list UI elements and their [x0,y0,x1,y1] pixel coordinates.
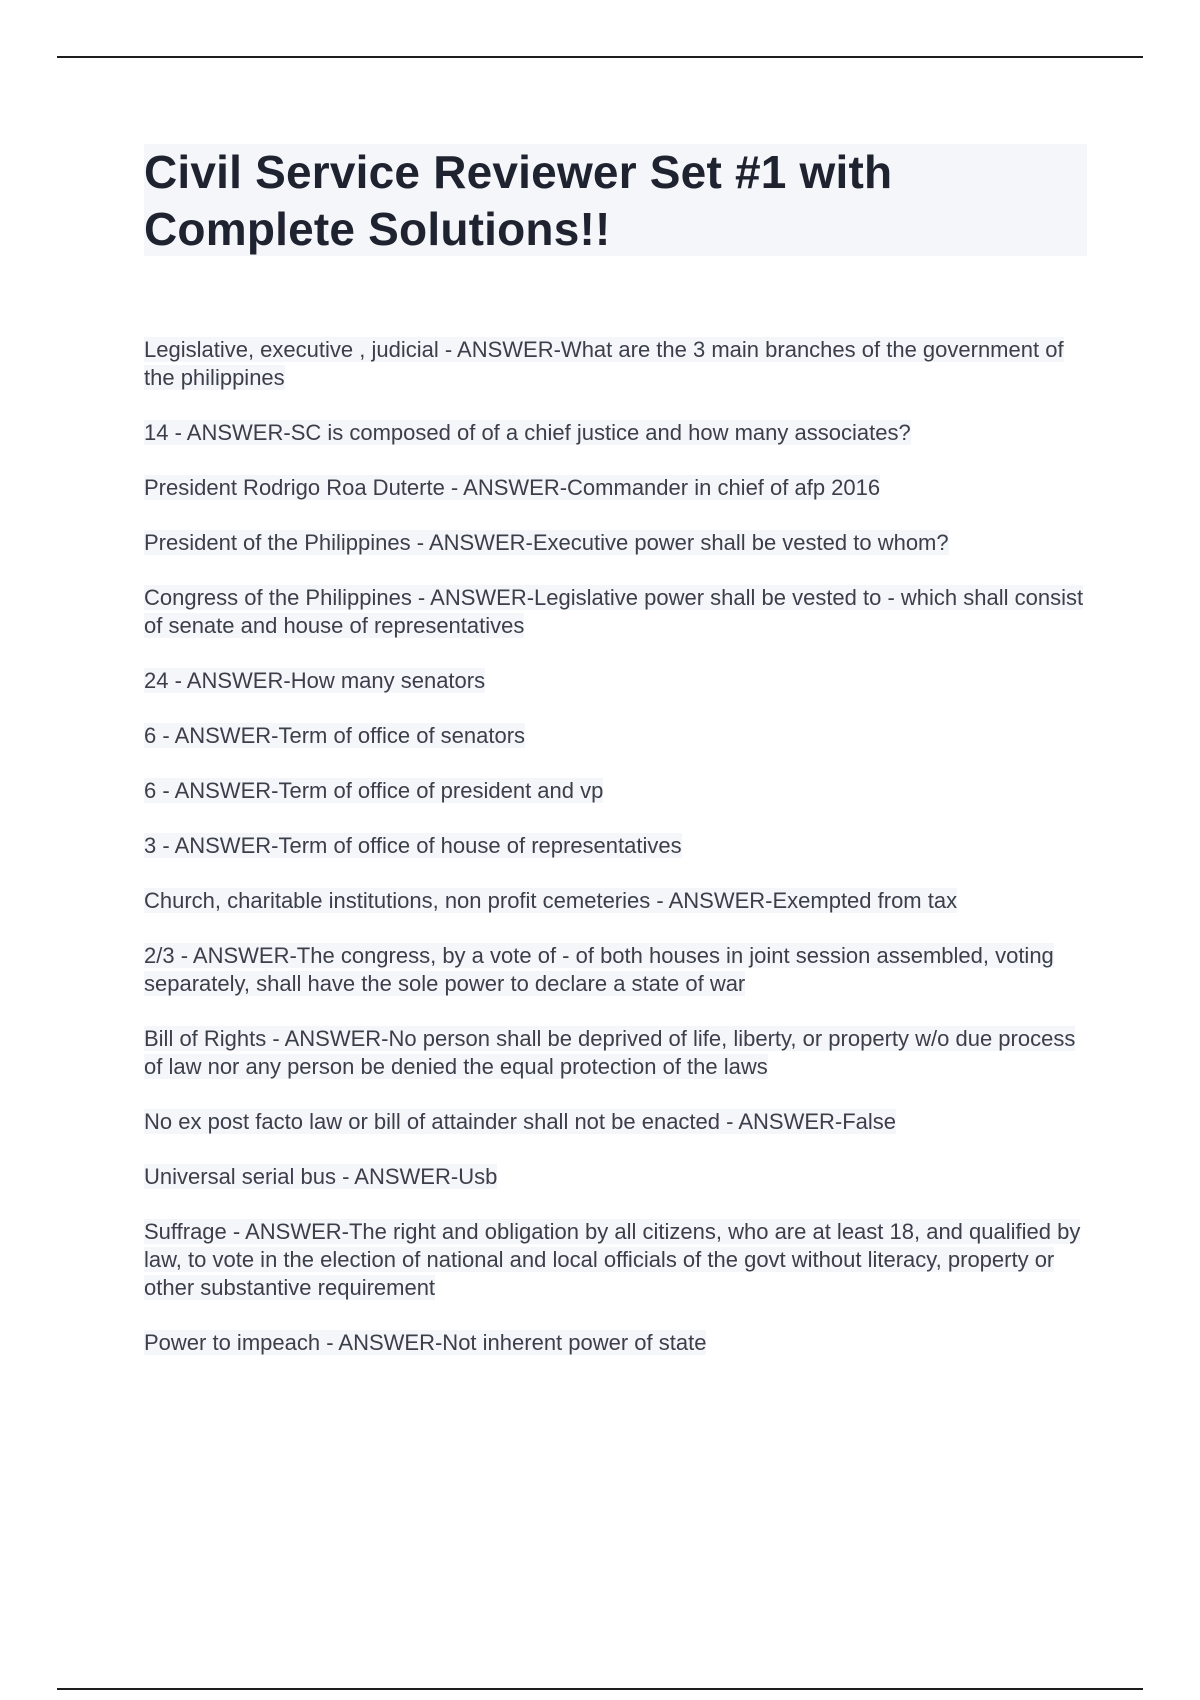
qa-list [144,336,1094,1384]
qa-item [144,529,1094,557]
qa-item-text: Universal serial bus - ANSWER-Usb [144,1164,498,1189]
qa-item-text: No ex post facto law or bill of attainder shall not be enacted - ANSWER-False [144,1109,897,1134]
qa-item-text: Power to impeach - ANSWER-Not inherent power of state [144,1330,707,1355]
qa-item-text: 6 - ANSWER-Term of office of president and vp [144,778,604,803]
qa-item-text: Bill of Rights - ANSWER-No person shall be deprived of life, liberty, or property w/o due process of law nor any person be denied the equal protection of the laws [144,1026,1076,1079]
qa-item [144,832,1094,860]
qa-item-text: Church, charitable institutions, non profit cemeteries - ANSWER-Exempted from tax [144,888,958,913]
qa-item [144,419,1094,447]
qa-item-text: 24 - ANSWER-How many senators [144,668,486,693]
qa-item-text: Suffrage - ANSWER-The right and obligation by all citizens, who are at least 18, and qualified by law, to vote in the election of national and local officials of the govt without literacy, property or other substantive requirement [144,1219,1081,1300]
qa-item [144,336,1094,392]
qa-item [144,887,1094,915]
qa-item [144,1218,1094,1302]
top-rule [57,56,1143,58]
qa-item [144,942,1094,998]
qa-item [144,667,1094,695]
qa-item-text: Legislative, executive , judicial - ANSWER-What are the 3 main branches of the government of the philippines [144,337,1064,390]
qa-item-text: Congress of the Philippines - ANSWER-Legislative power shall be vested to - which shall consist of senate and house of representatives [144,585,1084,638]
qa-item-text: 3 - ANSWER-Term of office of house of representatives [144,833,682,858]
qa-item [144,474,1094,502]
qa-item [144,1163,1094,1191]
qa-item [144,584,1094,640]
page-title: Civil Service Reviewer Set #1 with Complete Solutions!! [144,146,893,255]
qa-item [144,1025,1094,1081]
qa-item-text: 14 - ANSWER-SC is composed of of a chief justice and how many associates? [144,420,911,445]
qa-item [144,1329,1094,1357]
qa-item [144,1108,1094,1136]
qa-item [144,777,1094,805]
qa-item-text: President Rodrigo Roa Duterte - ANSWER-Commander in chief of afp 2016 [144,475,881,500]
qa-item-text: 2/3 - ANSWER-The congress, by a vote of - of both houses in joint session assembled, voting separately, shall have the sole power to declare a state of war [144,943,1054,996]
qa-item-text: President of the Philippines - ANSWER-Executive power shall be vested to whom? [144,530,949,555]
qa-item-text: 6 - ANSWER-Term of office of senators [144,723,526,748]
bottom-rule [57,1688,1143,1690]
qa-item [144,722,1094,750]
title-block [144,144,1087,256]
